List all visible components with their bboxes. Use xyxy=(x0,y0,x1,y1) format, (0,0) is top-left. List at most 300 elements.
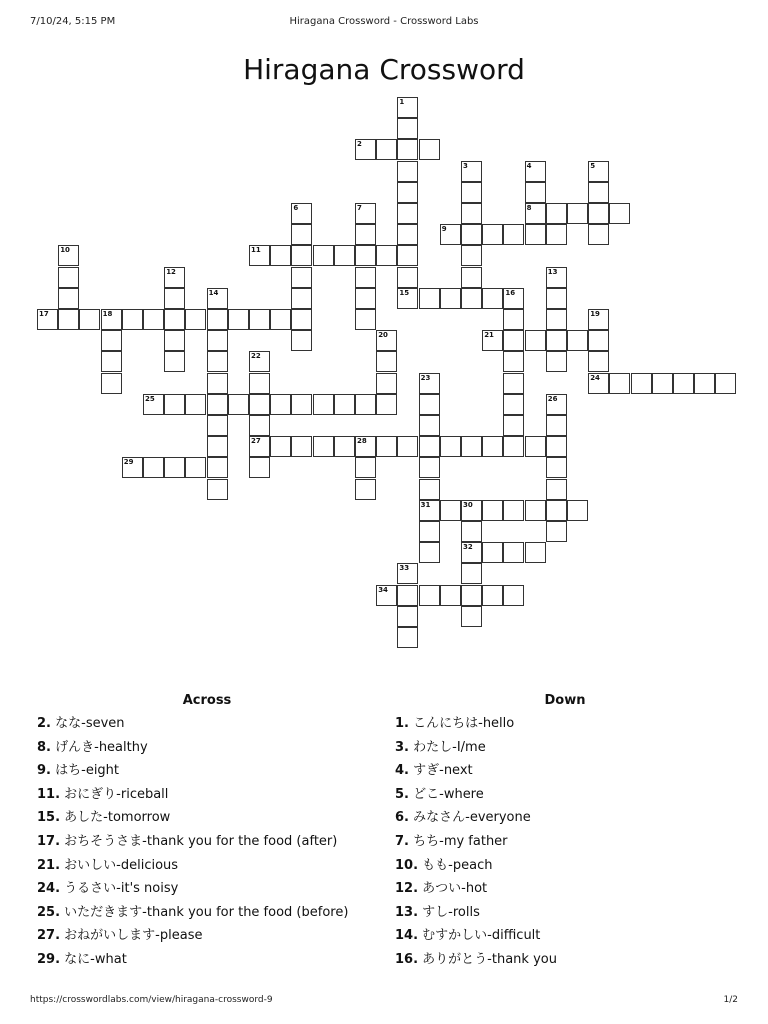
grid-cell[interactable] xyxy=(207,351,228,372)
cell-number: 12 xyxy=(166,267,176,276)
cell-number: 20 xyxy=(378,331,388,340)
grid-cell[interactable] xyxy=(397,118,418,139)
clue-number: 9. xyxy=(37,763,51,779)
grid-cell[interactable] xyxy=(461,436,482,457)
grid-cell[interactable] xyxy=(334,245,355,266)
grid-cell[interactable] xyxy=(503,436,524,457)
cell-number: 4 xyxy=(526,161,532,170)
grid-cell[interactable] xyxy=(419,373,440,394)
grid-cell[interactable] xyxy=(101,373,122,394)
grid-cell[interactable] xyxy=(694,373,715,394)
clue-number: 12. xyxy=(395,881,419,897)
grid-cell[interactable] xyxy=(207,394,228,415)
grid-cell[interactable] xyxy=(588,309,609,330)
grid-cell[interactable] xyxy=(397,161,418,182)
cell-number: 22 xyxy=(251,352,261,361)
down-clue xyxy=(395,809,735,833)
grid-cell[interactable] xyxy=(461,245,482,266)
grid-cell[interactable] xyxy=(334,394,355,415)
grid-cell[interactable] xyxy=(376,351,397,372)
cell-number: 5 xyxy=(590,161,596,170)
grid-cell[interactable] xyxy=(461,521,482,542)
clue-number: 17. xyxy=(37,833,61,849)
grid-cell[interactable] xyxy=(397,606,418,627)
grid-cell[interactable] xyxy=(482,500,503,521)
page-title: Hiragana Crossword xyxy=(243,52,525,86)
grid-cell[interactable] xyxy=(419,500,440,521)
grid-cell[interactable] xyxy=(397,267,418,288)
down-clue xyxy=(395,786,735,810)
grid-cell[interactable] xyxy=(673,373,694,394)
grid-cell[interactable] xyxy=(440,500,461,521)
grid-cell[interactable] xyxy=(546,224,567,245)
grid-cell[interactable] xyxy=(58,288,79,309)
grid-cell[interactable] xyxy=(588,373,609,394)
grid-cell[interactable] xyxy=(546,351,567,372)
grid-cell[interactable] xyxy=(525,224,546,245)
grid-cell[interactable] xyxy=(546,415,567,436)
cell-number: 13 xyxy=(547,267,558,276)
grid-cell[interactable] xyxy=(164,267,185,288)
print-datetime: 7/10/24, 5:15 PM xyxy=(30,16,116,27)
grid-cell[interactable] xyxy=(79,309,100,330)
grid-cell[interactable] xyxy=(291,224,312,245)
cell-number: 19 xyxy=(590,310,600,318)
grid-cell[interactable] xyxy=(546,479,567,500)
clue-text: こんにちは-hello xyxy=(413,716,515,731)
grid-cell[interactable] xyxy=(546,500,567,521)
cell-number: 3 xyxy=(463,161,468,170)
grid-cell[interactable] xyxy=(397,563,418,584)
grid-cell[interactable] xyxy=(397,182,418,203)
grid-cell[interactable] xyxy=(419,415,440,436)
cell-number: 32 xyxy=(463,543,473,552)
grid-cell[interactable] xyxy=(419,436,440,457)
grid-cell[interactable] xyxy=(207,309,228,330)
grid-cell[interactable] xyxy=(355,457,376,478)
clue-number: 8. xyxy=(37,739,51,755)
grid-cell[interactable] xyxy=(164,309,185,330)
across-clue xyxy=(37,927,377,951)
grid-cell[interactable] xyxy=(164,330,185,351)
grid-cell[interactable] xyxy=(567,330,588,351)
clue-number: 2. xyxy=(37,716,51,731)
grid-cell[interactable] xyxy=(419,394,440,415)
cell-number: 8 xyxy=(526,204,532,212)
grid-cell[interactable] xyxy=(503,415,524,436)
grid-cell[interactable] xyxy=(588,203,609,224)
clue-number: 4. xyxy=(395,763,409,779)
grid-cell[interactable] xyxy=(143,309,164,330)
grid-cell[interactable] xyxy=(567,500,588,521)
grid-cell[interactable] xyxy=(503,330,524,351)
cell-number: 33 xyxy=(399,564,410,573)
grid-cell[interactable] xyxy=(397,627,418,648)
grid-cell[interactable] xyxy=(207,288,228,309)
clue-number: 29. xyxy=(37,951,61,967)
grid-cell[interactable] xyxy=(631,373,652,394)
grid-cell[interactable] xyxy=(461,267,482,288)
clue-number: 1. xyxy=(395,716,409,731)
grid-cell[interactable] xyxy=(546,457,567,478)
grid-cell[interactable] xyxy=(419,585,440,606)
cell-number: 26 xyxy=(547,394,558,403)
down-clue xyxy=(395,833,735,857)
across-clue-list xyxy=(37,715,377,975)
grid-cell[interactable] xyxy=(397,139,418,160)
grid-cell[interactable] xyxy=(546,436,567,457)
across-clue xyxy=(37,951,377,975)
clue-number: 25. xyxy=(37,904,61,920)
clue-text: ちち-my father xyxy=(413,833,508,849)
grid-cell[interactable] xyxy=(461,585,482,606)
down-clue xyxy=(395,762,735,786)
cell-number: 16 xyxy=(505,288,516,297)
cell-number: 27 xyxy=(251,437,261,446)
grid-cell[interactable] xyxy=(376,585,397,606)
across-clue xyxy=(37,739,377,763)
grid-cell[interactable] xyxy=(376,330,397,351)
grid-cell[interactable] xyxy=(482,585,503,606)
grid-cell[interactable] xyxy=(461,203,482,224)
grid-cell[interactable] xyxy=(376,394,397,415)
grid-cell[interactable] xyxy=(397,436,418,457)
grid-cell[interactable] xyxy=(355,245,376,266)
clue-text: むすかしい-difficult xyxy=(422,928,541,944)
grid-cell[interactable] xyxy=(207,373,228,394)
grid-cell[interactable] xyxy=(440,585,461,606)
clue-text: もも-peach xyxy=(422,857,493,873)
grid-cell[interactable] xyxy=(270,245,291,266)
down-clue xyxy=(395,927,735,951)
clue-text: うるさい-it's noisy xyxy=(64,881,179,897)
down-clue xyxy=(395,739,735,763)
grid-cell[interactable] xyxy=(397,288,418,309)
cell-number: 10 xyxy=(60,246,70,255)
grid-cell[interactable] xyxy=(503,542,524,563)
grid-cell[interactable] xyxy=(164,288,185,309)
clue-number: 7. xyxy=(395,833,409,849)
grid-cell[interactable] xyxy=(440,436,461,457)
grid-cell[interactable] xyxy=(397,245,418,266)
grid-cell[interactable] xyxy=(313,436,334,457)
grid-cell[interactable] xyxy=(525,500,546,521)
grid-cell[interactable] xyxy=(419,288,440,309)
grid-cell[interactable] xyxy=(419,479,440,500)
grid-cell[interactable] xyxy=(270,436,291,457)
grid-cell[interactable] xyxy=(291,245,312,266)
clue-number: 14. xyxy=(395,928,419,944)
clue-text: げんき-healthy xyxy=(55,739,148,755)
footer-page-number: 1/2 xyxy=(723,995,738,1005)
grid-cell[interactable] xyxy=(249,457,270,478)
cell-number: 15 xyxy=(399,288,410,297)
cell-number: 29 xyxy=(123,458,134,467)
grid-cell[interactable] xyxy=(461,542,482,563)
grid-cell[interactable] xyxy=(482,224,503,245)
grid-cell[interactable] xyxy=(397,224,418,245)
down-clue xyxy=(395,857,735,881)
grid-cell[interactable] xyxy=(376,139,397,160)
clue-text: おちそうさま-thank you for the food (after) xyxy=(64,833,338,849)
grid-cell[interactable] xyxy=(503,394,524,415)
grid-cell[interactable] xyxy=(461,500,482,521)
grid-cell[interactable] xyxy=(546,288,567,309)
grid-cell[interactable] xyxy=(270,309,291,330)
across-clue xyxy=(37,809,377,833)
print-page-title: Hiragana Crossword - Crossword Labs xyxy=(289,16,479,27)
grid-cell[interactable] xyxy=(503,500,524,521)
down-clues xyxy=(395,693,735,975)
grid-cell[interactable] xyxy=(207,330,228,351)
grid-cell[interactable] xyxy=(482,542,503,563)
footer-url: https://crosswordlabs.com/view/hiragana-crossword-9 xyxy=(30,995,273,1005)
grid-cell[interactable] xyxy=(164,457,185,478)
grid-cell[interactable] xyxy=(228,394,249,415)
cell-number: 24 xyxy=(590,373,600,382)
grid-cell[interactable] xyxy=(355,224,376,245)
grid-cell[interactable] xyxy=(503,351,524,372)
grid-cell[interactable] xyxy=(482,288,503,309)
grid-cell[interactable] xyxy=(482,330,503,351)
grid-cell[interactable] xyxy=(58,309,79,330)
cell-number: 7 xyxy=(357,204,362,212)
grid-cell[interactable] xyxy=(249,394,270,415)
clue-number: 27. xyxy=(37,928,61,944)
grid-cell[interactable] xyxy=(376,436,397,457)
grid-cell[interactable] xyxy=(270,394,291,415)
grid-cell[interactable] xyxy=(419,139,440,160)
down-clue xyxy=(395,951,735,975)
grid-cell[interactable] xyxy=(207,457,228,478)
grid-cell[interactable] xyxy=(503,288,524,309)
clue-text: すぎ-next xyxy=(413,763,473,779)
across-clue xyxy=(37,786,377,810)
grid-cell[interactable] xyxy=(291,330,312,351)
grid-cell[interactable] xyxy=(461,182,482,203)
across-clue xyxy=(37,857,377,881)
down-heading: Down xyxy=(544,693,586,708)
grid-cell[interactable] xyxy=(609,373,630,394)
grid-cell[interactable] xyxy=(207,415,228,436)
grid-cell[interactable] xyxy=(249,415,270,436)
clue-text: どこ-where xyxy=(413,786,484,802)
grid-cell[interactable] xyxy=(461,161,482,182)
grid-cell[interactable] xyxy=(355,309,376,330)
grid-cell[interactable] xyxy=(440,224,461,245)
grid-cell[interactable] xyxy=(291,436,312,457)
grid-cell[interactable] xyxy=(397,203,418,224)
grid-cell[interactable] xyxy=(461,288,482,309)
clue-number: 16. xyxy=(395,951,419,967)
clue-number: 13. xyxy=(395,904,419,920)
grid-cell[interactable] xyxy=(503,585,524,606)
clue-text: なに-what xyxy=(64,951,127,967)
grid-cell[interactable] xyxy=(588,224,609,245)
grid-cell[interactable] xyxy=(228,309,249,330)
grid-cell[interactable] xyxy=(185,457,206,478)
clue-text: すし-rolls xyxy=(422,904,480,920)
clue-number: 21. xyxy=(37,857,61,873)
cell-number: 11 xyxy=(251,246,261,255)
grid-cell[interactable] xyxy=(355,203,376,224)
grid-cell[interactable] xyxy=(185,394,206,415)
clue-number: 6. xyxy=(395,810,409,826)
grid-cell[interactable] xyxy=(461,606,482,627)
grid-cell[interactable] xyxy=(609,203,630,224)
cell-number: 17 xyxy=(39,310,49,318)
clue-number: 24. xyxy=(37,881,61,897)
grid-cell[interactable] xyxy=(101,351,122,372)
grid-cell[interactable] xyxy=(525,161,546,182)
cell-number: 34 xyxy=(378,585,388,594)
grid-cell[interactable] xyxy=(525,436,546,457)
grid-cell[interactable] xyxy=(546,203,567,224)
clue-number: 15. xyxy=(37,810,61,826)
grid-cell[interactable] xyxy=(355,436,376,457)
clue-text: あつい-hot xyxy=(422,881,488,897)
clue-text: おいしい-delicious xyxy=(64,857,179,873)
grid-cell[interactable] xyxy=(588,182,609,203)
grid-cell[interactable] xyxy=(355,288,376,309)
across-clue xyxy=(37,762,377,786)
grid-cell[interactable] xyxy=(291,309,312,330)
grid-cell[interactable] xyxy=(313,245,334,266)
grid-cell[interactable] xyxy=(249,309,270,330)
grid-cell[interactable] xyxy=(482,436,503,457)
grid-cell[interactable] xyxy=(525,182,546,203)
clue-text: おにぎり-riceball xyxy=(64,786,169,802)
grid-cell[interactable] xyxy=(249,351,270,372)
grid-cell[interactable] xyxy=(291,394,312,415)
grid-cell[interactable] xyxy=(207,436,228,457)
clue-text: みなさん-everyone xyxy=(413,810,531,826)
cell-number: 1 xyxy=(399,98,405,106)
grid-cell[interactable] xyxy=(37,309,58,330)
grid-cell[interactable] xyxy=(58,245,79,266)
cell-number: 23 xyxy=(420,373,431,382)
clue-text: なな-seven xyxy=(55,716,125,731)
down-clue xyxy=(395,715,735,739)
grid-cell[interactable] xyxy=(334,436,355,457)
clue-text: いただきます-thank you for the food (before) xyxy=(64,904,349,920)
grid-cell[interactable] xyxy=(397,97,418,118)
cell-number: 30 xyxy=(463,500,473,509)
grid-cell[interactable] xyxy=(291,288,312,309)
down-clue xyxy=(395,904,735,928)
grid-cell[interactable] xyxy=(588,330,609,351)
grid-cell[interactable] xyxy=(122,457,143,478)
grid-cell[interactable] xyxy=(525,203,546,224)
cell-number: 21 xyxy=(484,331,494,340)
grid-cell[interactable] xyxy=(546,521,567,542)
grid-cell[interactable] xyxy=(440,288,461,309)
grid-cell[interactable] xyxy=(525,542,546,563)
grid-cell[interactable] xyxy=(419,521,440,542)
grid-cell[interactable] xyxy=(546,394,567,415)
grid-cell[interactable] xyxy=(249,436,270,457)
cell-number: 6 xyxy=(293,204,299,212)
grid-cell[interactable] xyxy=(419,542,440,563)
cell-number: 18 xyxy=(102,310,113,318)
across-heading: Across xyxy=(182,693,232,708)
grid-cell[interactable] xyxy=(397,585,418,606)
grid-cell[interactable] xyxy=(503,373,524,394)
clue-text: ありがとう-thank you xyxy=(422,951,557,967)
cell-number: 2 xyxy=(357,140,362,149)
grid-cell[interactable] xyxy=(525,330,546,351)
across-clue xyxy=(37,833,377,857)
across-clues xyxy=(37,693,377,975)
grid-cell[interactable] xyxy=(291,267,312,288)
grid-cell[interactable] xyxy=(58,267,79,288)
grid-cell[interactable] xyxy=(249,245,270,266)
grid-cell[interactable] xyxy=(715,373,736,394)
grid-cell[interactable] xyxy=(101,330,122,351)
grid-cell[interactable] xyxy=(355,479,376,500)
grid-cell[interactable] xyxy=(207,479,228,500)
grid-cell[interactable] xyxy=(164,351,185,372)
grid-cell[interactable] xyxy=(185,309,206,330)
grid-cell[interactable] xyxy=(588,351,609,372)
grid-cell[interactable] xyxy=(164,394,185,415)
grid-cell[interactable] xyxy=(419,457,440,478)
grid-cell[interactable] xyxy=(503,224,524,245)
grid-cell[interactable] xyxy=(503,309,524,330)
down-clue xyxy=(395,880,735,904)
grid-cell[interactable] xyxy=(313,394,334,415)
clue-text: あした-tomorrow xyxy=(64,810,171,826)
clue-text: わたし-I/me xyxy=(413,739,486,755)
grid-cell[interactable] xyxy=(461,224,482,245)
grid-cell[interactable] xyxy=(461,563,482,584)
grid-cell[interactable] xyxy=(143,457,164,478)
clue-text: おねがいします-please xyxy=(64,928,203,944)
grid-cell[interactable] xyxy=(376,245,397,266)
grid-cell[interactable] xyxy=(546,330,567,351)
cell-number: 28 xyxy=(357,437,367,446)
grid-cell[interactable] xyxy=(546,267,567,288)
grid-cell[interactable] xyxy=(291,203,312,224)
across-clue xyxy=(37,715,377,739)
grid-cell[interactable] xyxy=(122,309,143,330)
down-clue-list xyxy=(395,715,735,975)
grid-cell[interactable] xyxy=(355,267,376,288)
clue-number: 3. xyxy=(395,739,409,755)
grid-cell[interactable] xyxy=(101,309,122,330)
grid-cell[interactable] xyxy=(567,203,588,224)
cell-number: 25 xyxy=(145,394,155,403)
grid-cell[interactable] xyxy=(652,373,673,394)
cell-number: 31 xyxy=(420,500,431,509)
grid-cell[interactable] xyxy=(143,394,164,415)
grid-cell[interactable] xyxy=(355,139,376,160)
across-clue xyxy=(37,880,377,904)
grid-cell[interactable] xyxy=(546,309,567,330)
cell-number: 9 xyxy=(441,225,447,234)
clue-text: はち-eight xyxy=(55,763,120,779)
grid-cell[interactable] xyxy=(588,161,609,182)
across-clue xyxy=(37,904,377,928)
grid-cell[interactable] xyxy=(249,373,270,394)
grid-cell[interactable] xyxy=(376,373,397,394)
cell-number: 14 xyxy=(208,288,219,297)
grid-cell[interactable] xyxy=(355,394,376,415)
clue-number: 5. xyxy=(395,786,409,802)
clue-number: 11. xyxy=(37,786,61,802)
crossword-grid xyxy=(37,97,733,669)
clue-number: 10. xyxy=(395,857,419,873)
